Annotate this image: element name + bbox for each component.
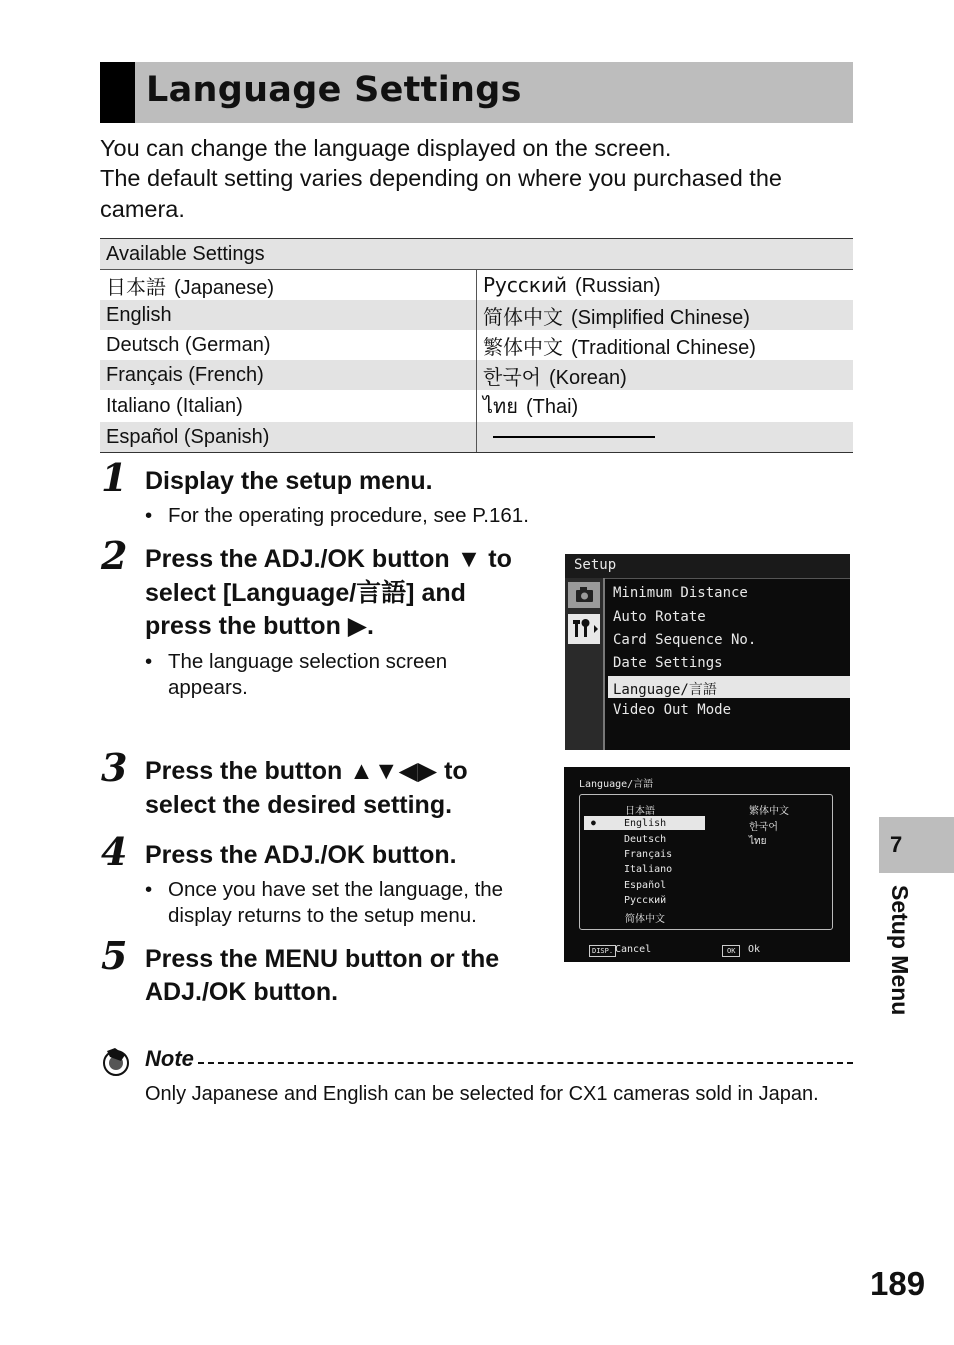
lang-native: Русский [483, 272, 567, 297]
language-option: 简体中文 [625, 914, 665, 925]
disp-key-icon: DISP. [589, 945, 616, 957]
menu-item: Date Settings [613, 655, 723, 671]
bullet-dot: • [145, 878, 153, 901]
note-text: Only Japanese and English can be selected for CX1 cameras sold in Japan. [145, 1083, 819, 1105]
note-divider [198, 1062, 853, 1064]
intro-line-1: You can change the language displayed on the screen. [100, 135, 672, 161]
step-number: 5 [101, 933, 128, 978]
bullet-text: For the operating procedure, see P.161. [168, 504, 529, 527]
step-number: 2 [101, 533, 128, 578]
lang-native: 繁体中文 [483, 334, 563, 359]
available-settings-table [100, 238, 853, 453]
lang-native: 简体中文 [483, 304, 563, 329]
menu-item: Minimum Distance [613, 585, 748, 601]
table-row [100, 330, 853, 360]
empty-cell-line [493, 436, 655, 438]
language-option: Italiano [624, 864, 673, 875]
table-row [100, 300, 853, 330]
menu-item: Card Sequence No. [613, 632, 757, 648]
step-number: 4 [101, 829, 128, 874]
title-marker [100, 62, 135, 123]
page-number: 189 [870, 1265, 926, 1302]
menu-item-selected: Language/言語 [613, 682, 717, 698]
cancel-label: Cancel [615, 944, 652, 955]
step-text: Press the ADJ./OK button ▼ to [145, 545, 512, 573]
bullet-text: The language selection screen [168, 650, 448, 673]
chapter-number: 7 [890, 832, 903, 857]
step-number: 1 [101, 455, 128, 500]
setup-screen-header: Setup [574, 557, 617, 573]
step-text: select [Language/言語] and [145, 579, 466, 607]
lang-name: Italiano (Italian) [106, 394, 243, 417]
lang-name: English [106, 303, 172, 326]
setup-tools-icon [568, 614, 600, 644]
bullet-text: display returns to the setup menu. [168, 904, 477, 927]
step-text: Display the setup menu. [145, 467, 433, 495]
table-header: Available Settings [100, 239, 853, 270]
language-option: Русский [624, 895, 667, 906]
step-text: press the button ▶. [145, 612, 374, 640]
language-option: Deutsch [624, 834, 667, 845]
step-number: 3 [101, 745, 128, 790]
lang-native: 日本語 [106, 274, 166, 299]
table-row [100, 422, 853, 453]
intro-line-2: The default setting varies depending on where you purchased the [100, 165, 782, 191]
lang-name: (Russian) [574, 274, 661, 297]
language-selection-screen [564, 767, 850, 962]
lang-native: ไทย [483, 394, 518, 418]
language-option: Français [624, 849, 673, 860]
table-row [100, 270, 853, 301]
language-option: Español [624, 880, 667, 891]
step-text: Press the MENU button or the [145, 945, 500, 973]
chapter-label: Setup Menu [887, 885, 913, 1016]
ok-key-icon: OK [722, 945, 740, 957]
language-screen-header: Language/言語 [579, 779, 654, 790]
lang-native: 한국어 [483, 364, 541, 389]
lang-name: Français (French) [106, 363, 264, 386]
note-icon [101, 1045, 131, 1077]
selected-dot: ● [591, 818, 596, 827]
page-title: Language Settings [146, 70, 522, 110]
bullet-dot: • [145, 650, 153, 673]
bullet-text: appears. [168, 676, 248, 699]
setup-menu-screen [565, 554, 850, 750]
lang-name: (Thai) [525, 396, 579, 418]
bullet-text: Once you have set the language, the [168, 878, 504, 901]
intro-line-3: camera. [100, 196, 185, 222]
language-option: 繁体中文 [749, 806, 789, 817]
lang-name: (Simplified Chinese) [571, 306, 750, 329]
menu-item: Video Out Mode [613, 702, 732, 718]
lang-name: (Korean) [548, 366, 627, 389]
lang-name: Deutsch (German) [106, 333, 271, 356]
bullet-dot: • [145, 504, 153, 527]
language-option: ไทย [749, 836, 767, 847]
step-text: select the desired setting. [145, 791, 453, 819]
lang-name: (Japanese) [174, 276, 275, 299]
menu-item: Auto Rotate [613, 609, 706, 625]
step-text: Press the ADJ./OK button. [145, 841, 457, 869]
language-option-selected: English [624, 818, 667, 829]
ok-label: Ok [748, 944, 761, 955]
language-option: 日本語 [625, 806, 655, 817]
step-text: ADJ./OK button. [145, 978, 339, 1006]
step-text: Press the button ▲▼◀▶ to [145, 757, 468, 785]
lang-name: Español (Spanish) [106, 425, 270, 448]
note-label: Note [145, 1046, 194, 1071]
lang-name: (Traditional Chinese) [571, 336, 756, 359]
table-row [100, 390, 853, 422]
table-row [100, 360, 853, 390]
camera-icon [568, 582, 600, 608]
language-option: 한국어 [749, 822, 778, 833]
